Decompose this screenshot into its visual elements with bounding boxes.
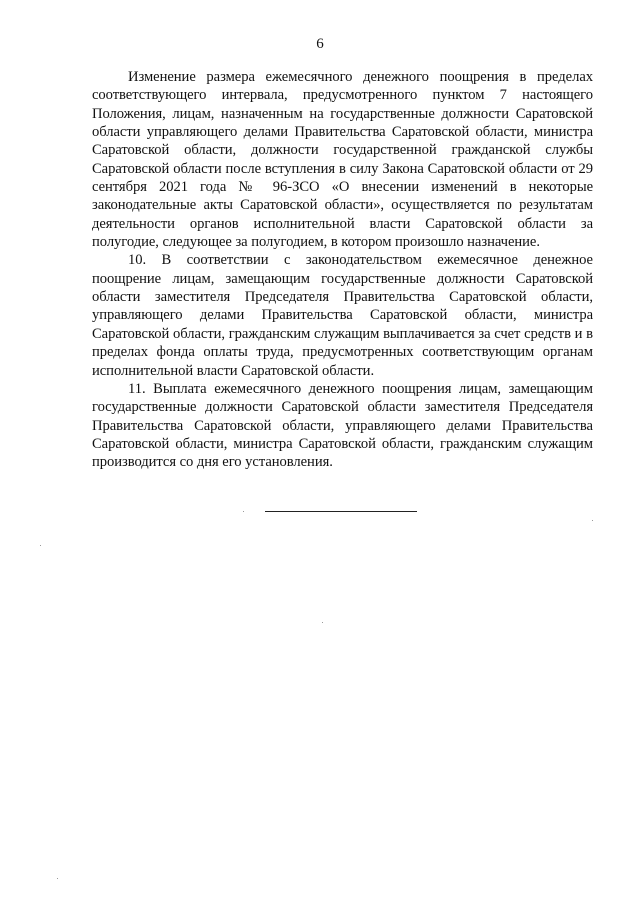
end-divider-line: [265, 511, 417, 512]
page-number: 6: [316, 36, 324, 52]
document-body: [92, 68, 593, 472]
scan-speck: [40, 545, 41, 546]
paragraph-10-funding: 10. В соответствии с законодательством ежемесячное денежное поощрение лицам, замещающим государственные должности Саратовской области заместителя Председателя Правительства Саратовской области, управляющего делами Правительства Саратовской области, министра Саратовской области, гражданским служащим выплачивается за счет средств и в пределах фонда оплаты труда, предусмотренных соответствующим органам исполнительной власти Саратовской области.: [92, 252, 593, 379]
paragraph-interval-change: Изменение размера ежемесячного денежного поощрения в пределах соответствующего интервала, предусмотренного пунктом 7 настоящего Положения, лицам, назначенным на государственные должности Саратовской области управляющего делами Правительства Саратовской области, министра Саратовской области, должности государственной гражданской службы Саратовской области после вступления в силу Закона Саратовской области от 29 сентября 2021 года № 96-ЗСО «О внесении изменений в некоторые законодательные акты Саратовской области», осуществляется по результатам деятельности органов исполнительной власти Саратовской области за полугодие, следующее за полугодием, в котором произошло назначение.: [92, 69, 593, 251]
paragraph-11-payment-start: 11. Выплата ежемесячного денежного поощрения лицам, замещающим государственные должности Саратовской области заместителя Председателя Правительства Саратовской области, управляющего делами Правительства Саратовской области, министра Саратовской области, гражданским служащим производится со дня его установления.: [92, 380, 593, 471]
scan-speck: [57, 878, 58, 879]
scan-speck: [322, 622, 323, 623]
scan-speck: [592, 520, 593, 521]
scan-speck: [243, 511, 244, 512]
